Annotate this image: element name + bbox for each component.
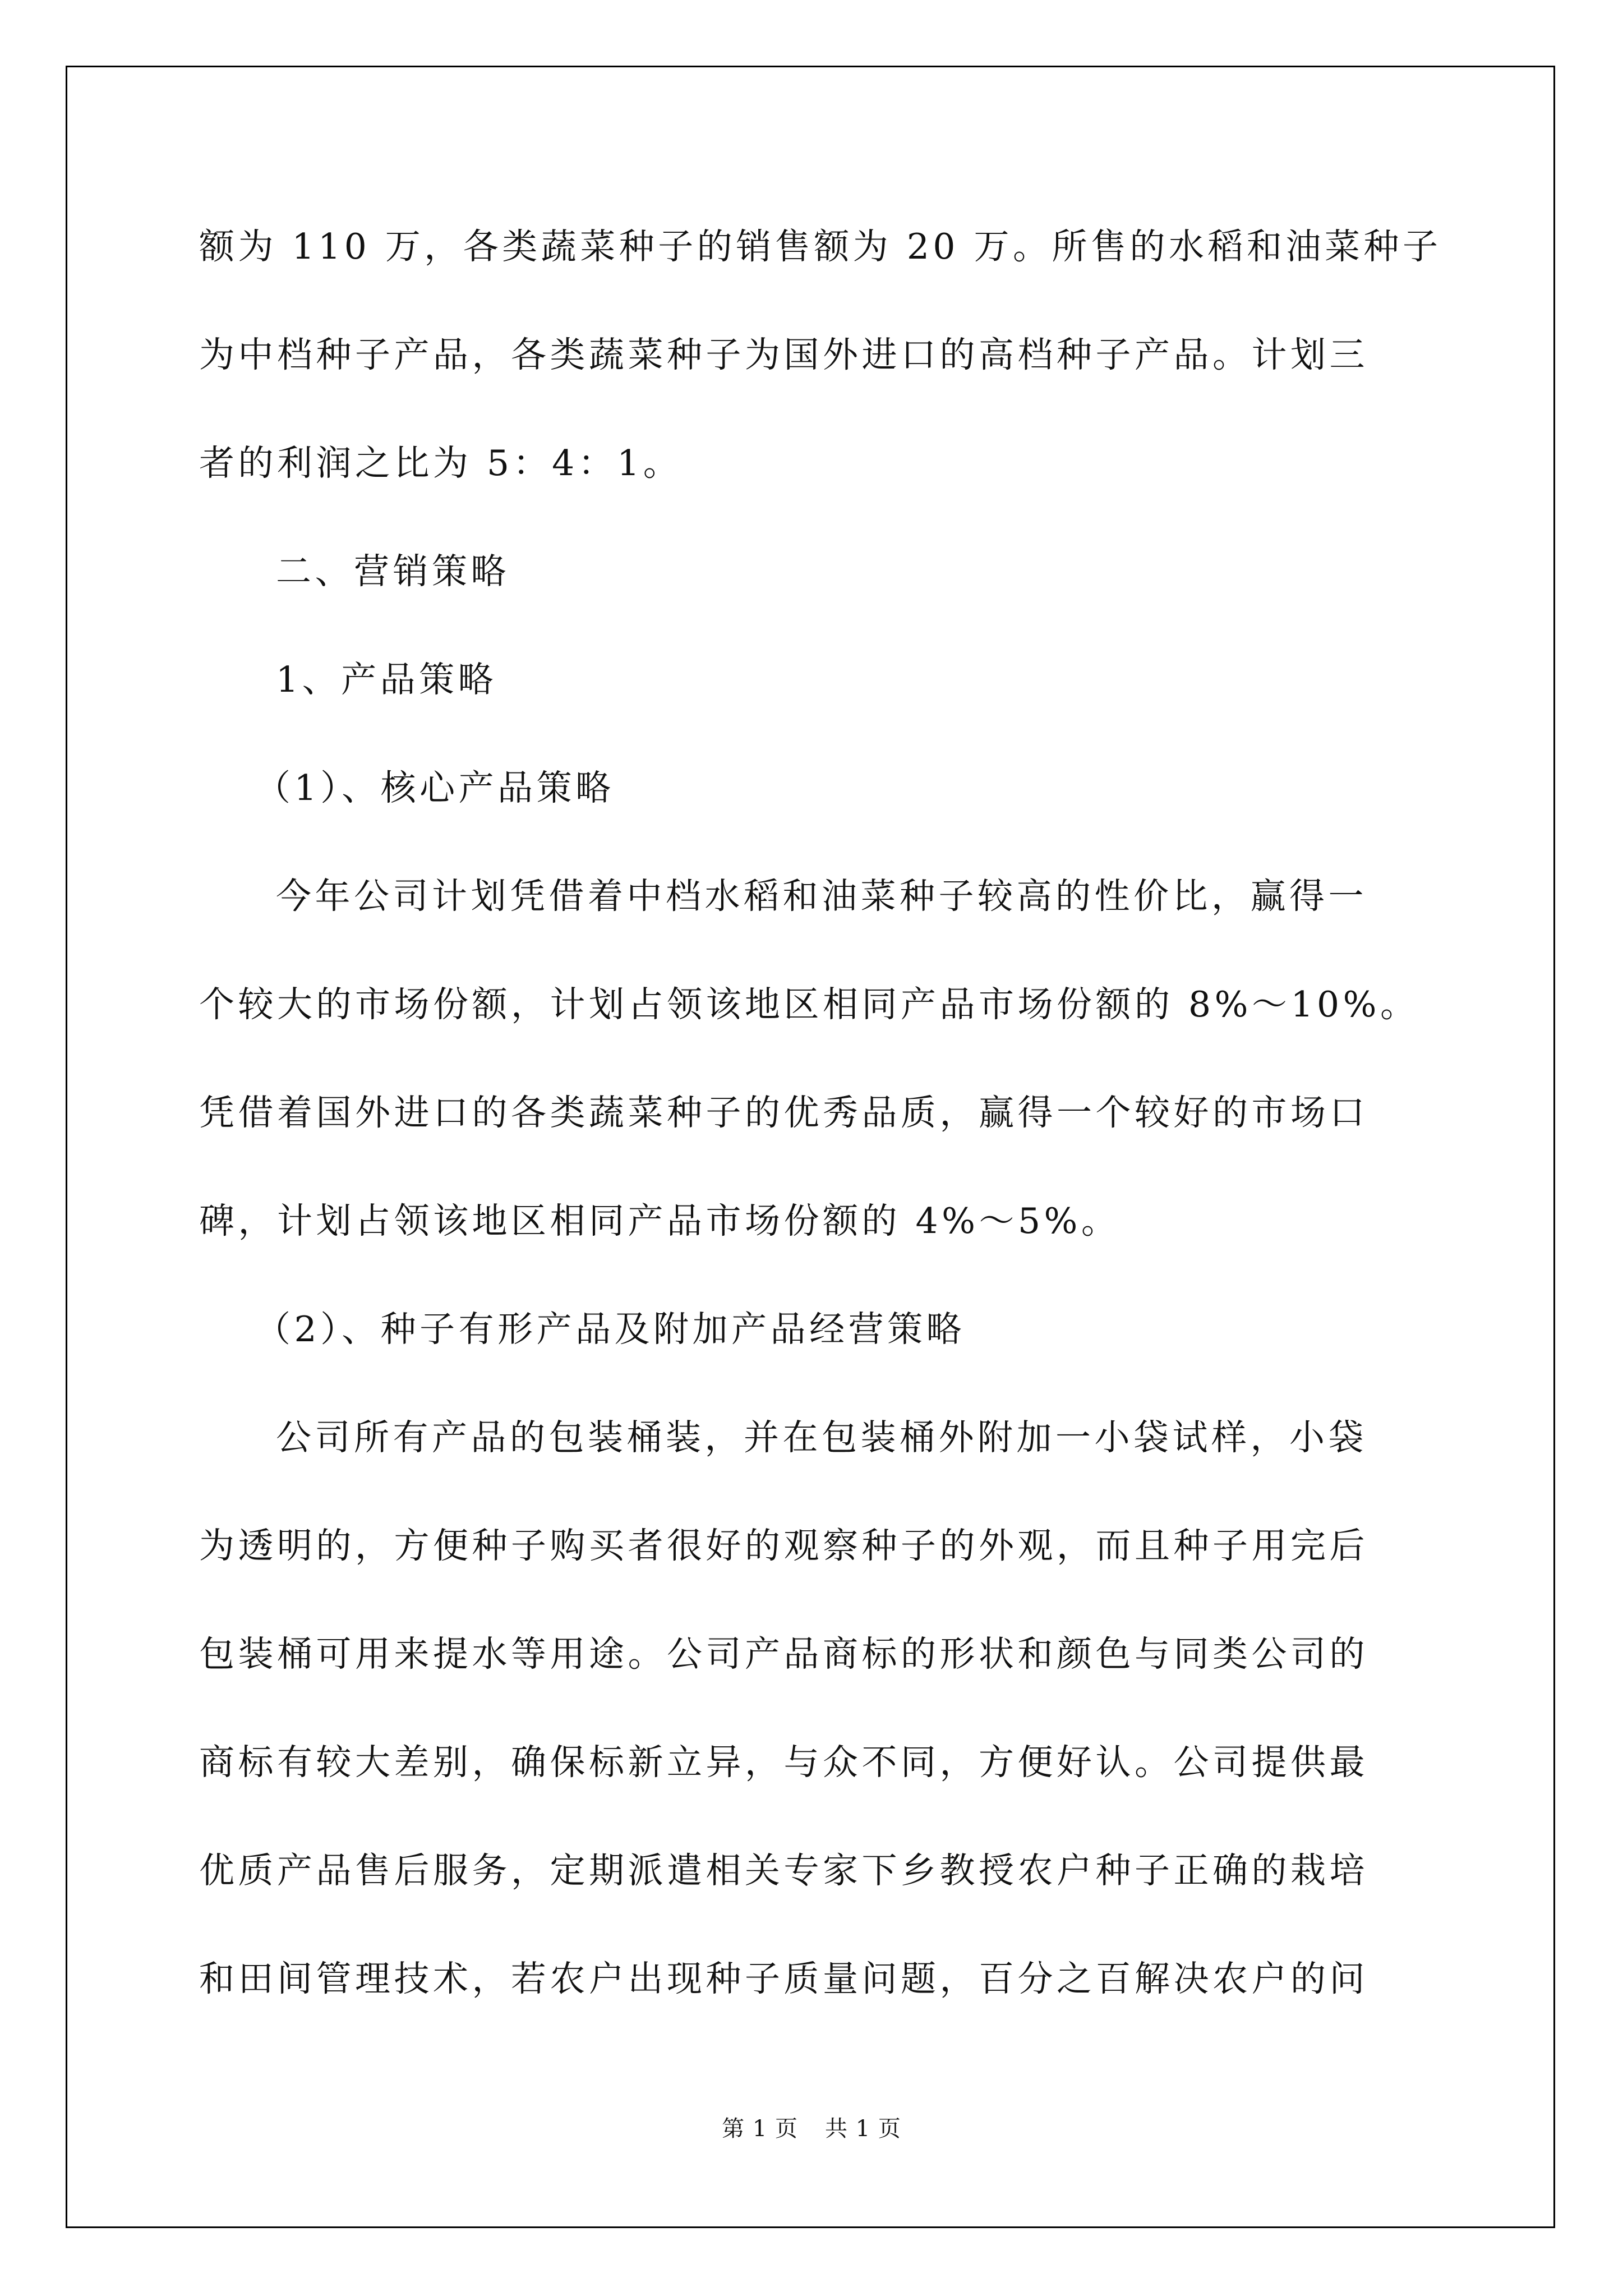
body-line: 凭借着国外进口的各类蔬菜种子的优秀品质，赢得一个较好的市场口 (199, 1092, 1368, 1133)
subsection-heading: （2）、种子有形产品及附加产品经营策略 (255, 1309, 966, 1350)
paragraph-first-line: 今年公司计划凭借着中档水稻和油菜种子较高的性价比，赢得一 (276, 876, 1367, 917)
body-line: 为中档种子产品，各类蔬菜种子为国外进口的高档种子产品。计划三 (199, 334, 1368, 375)
body-line: 和田间管理技术，若农户出现种子质量问题，百分之百解决农户的问 (199, 1958, 1368, 1999)
body-line: 个较大的市场份额，计划占领该地区相同产品市场份额的 8%～10%。 (199, 984, 1419, 1025)
body-line: 包装桶可用来提水等用途。公司产品商标的形状和颜色与同类公司的 (199, 1634, 1368, 1674)
page-total: 共 1 页 (825, 2116, 901, 2142)
body-line: 优质产品售后服务，定期派遣相关专家下乡教授农户种子正确的栽培 (199, 1850, 1368, 1891)
subsection-heading: 1、产品策略 (276, 659, 497, 700)
paragraph-first-line: 公司所有产品的包装桶装，并在包装桶外附加一小袋试样，小袋 (276, 1417, 1367, 1458)
page-number: 第 1 页 (722, 2116, 798, 2142)
body-line: 额为 110 万，各类蔬菜种子的销售额为 20 万。所售的水稻和油菜种子 (199, 226, 1442, 267)
body-line: 碑，计划占领该地区相同产品市场份额的 4%～5%。 (199, 1200, 1121, 1241)
subsection-heading: （1）、核心产品策略 (255, 767, 615, 808)
section-heading: 二、营销策略 (276, 551, 510, 592)
page-footer (0, 2115, 1623, 2143)
body-line: 商标有较大差别，确保标新立异，与众不同，方便好认。公司提供最 (199, 1742, 1368, 1783)
body-line: 者的利润之比为 5：4：1。 (199, 443, 683, 484)
body-line: 为透明的，方便种子购买者很好的观察种子的外观，而且种子用完后 (199, 1525, 1368, 1566)
document-body (199, 220, 1442, 2060)
